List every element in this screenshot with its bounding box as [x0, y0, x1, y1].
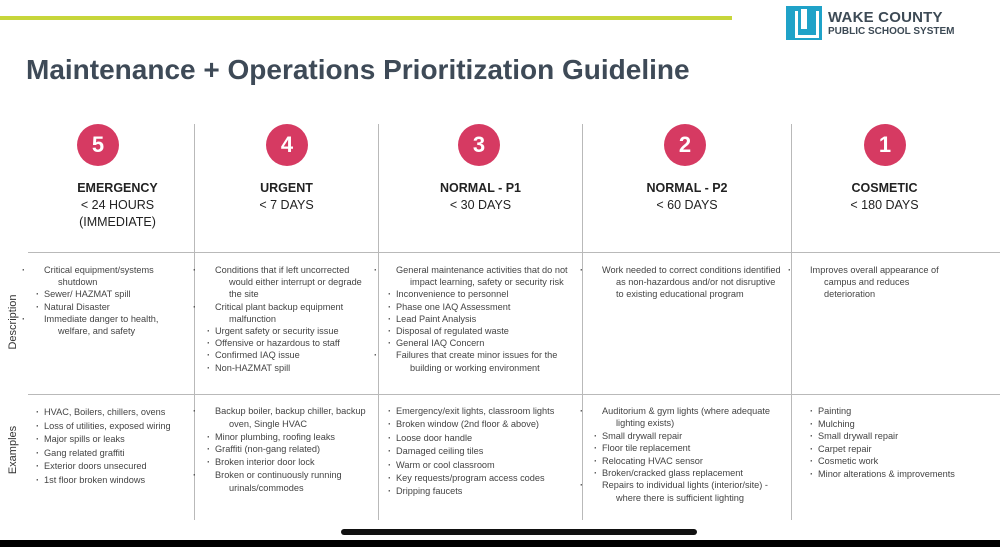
list-item: · Relocating HVAC sensor: [594, 455, 786, 467]
priority-badge-4: 4: [266, 124, 308, 166]
list-item: · Offensive or hazardous to staff: [207, 337, 375, 349]
list-item: · Graffiti (non-gang related): [207, 443, 375, 456]
examples-list-urgent: [207, 405, 375, 495]
list-item: · Small drywall repair: [810, 430, 996, 443]
list-item: · Conditions that if left uncorrected would either interrupt or degrade the site: [207, 264, 375, 301]
list-item: · Inconvenience to personnel: [388, 288, 580, 300]
list-item: · Auditorium & gym lights (where adequate lighting exists): [594, 405, 786, 430]
description-list-emergency: [36, 264, 186, 337]
list-item: · Warm or cool classroom: [388, 459, 580, 472]
priority-badge-5: 5: [77, 124, 119, 166]
row-divider: [28, 394, 1000, 395]
district-logo: [786, 4, 986, 42]
list-item: · Carpet repair: [810, 443, 996, 456]
examples-list-cosmetic: [810, 405, 996, 481]
list-item: · Broken interior door lock: [207, 456, 375, 469]
list-item: · Broken or continuously running urinals/commodes: [207, 469, 375, 495]
priority-name: EMERGENCY: [77, 181, 158, 195]
list-item: · General IAQ Concern: [388, 337, 580, 349]
list-item: · Work needed to correct conditions identified as non-hazardous and/or not disruptive to existing educational program: [594, 264, 784, 301]
list-item: · Painting: [810, 405, 996, 418]
list-item: · Broken window (2nd floor & above): [388, 418, 580, 431]
list-item: · Repairs to individual lights (interior/site) - where there is sufficient lighting: [594, 479, 786, 504]
list-item: · Floor tile replacement: [594, 442, 786, 454]
list-item: · Key requests/program access codes: [388, 472, 580, 485]
list-item: · Small drywall repair: [594, 430, 786, 442]
list-item: · Confirmed IAQ issue: [207, 349, 375, 361]
list-item: · Gang related graffiti: [36, 447, 191, 461]
list-item: · 1st floor broken windows: [36, 474, 191, 488]
list-item: · Mulching: [810, 418, 996, 431]
priority-time: < 24 HOURS: [80, 198, 155, 212]
priority-time: < 30 DAYS: [449, 198, 512, 212]
list-item: · Disposal of regulated waste: [388, 325, 580, 337]
screen-edge: [0, 540, 1000, 547]
priority-badge-1: 1: [864, 124, 906, 166]
logo-line-1: WAKE COUNTY: [828, 8, 943, 26]
description-list-normal-p1: [388, 264, 580, 374]
list-item: · Loose door handle: [388, 432, 580, 445]
list-item: · Minor plumbing, roofing leaks: [207, 431, 375, 444]
priority-name: COSMETIC: [851, 181, 918, 195]
column-header-normal-p1: [379, 180, 582, 214]
list-item: · Immediate danger to health, welfare, and safety: [36, 313, 186, 337]
column-header-emergency: [40, 180, 195, 231]
description-list-cosmetic: [802, 264, 952, 301]
list-item: · Cosmetic work: [810, 455, 996, 468]
list-item: · Critical equipment/systems shutdown: [36, 264, 186, 288]
row-label-examples: Examples: [7, 425, 19, 475]
list-item: · HVAC, Boilers, chillers, ovens: [36, 406, 191, 420]
list-item: · Damaged ceiling tiles: [388, 445, 580, 458]
priority-name: URGENT: [260, 181, 313, 195]
home-indicator[interactable]: [341, 529, 697, 535]
list-item: · Natural Disaster: [36, 301, 186, 313]
list-item: · Loss of utilities, exposed wiring: [36, 420, 191, 434]
list-item: · Exterior doors unsecured: [36, 460, 191, 474]
list-item: · Backup boiler, backup chiller, backup oven, Single HVAC: [207, 405, 375, 431]
list-item: · Failures that create minor issues for the building or working environment: [388, 349, 580, 373]
list-item: · Improves overall appearance of campus and reduces deterioration: [802, 264, 952, 301]
logo-line-2: PUBLIC SCHOOL SYSTEM: [828, 25, 955, 37]
priority-name: NORMAL - P1: [439, 181, 522, 195]
list-item: · Minor alterations & improvements: [810, 468, 996, 481]
priority-time: < 7 DAYS: [259, 198, 314, 212]
list-item: · Phase one IAQ Assessment: [388, 301, 580, 313]
page-title: Maintenance + Operations Prioritization Guideline: [26, 54, 690, 85]
list-item: · Major spills or leaks: [36, 433, 191, 447]
description-list-urgent: [207, 264, 375, 374]
column-header-cosmetic: [792, 180, 977, 214]
priority-name: NORMAL - P2: [646, 181, 728, 195]
column-header-normal-p2: [583, 180, 791, 214]
row-divider: [28, 252, 1000, 253]
examples-list-emergency: [36, 406, 191, 488]
column-header-urgent: [195, 180, 378, 214]
list-item: · Non-HAZMAT spill: [207, 362, 375, 374]
examples-list-normal-p2: [594, 405, 786, 504]
accent-line: [0, 16, 732, 20]
list-item: · Broken/cracked glass replacement: [594, 467, 786, 479]
list-item: · Critical plant backup equipment malfunction: [207, 301, 375, 325]
list-item: · Dripping faucets: [388, 485, 580, 498]
priority-time: < 60 DAYS: [656, 198, 718, 212]
priority-badge-3: 3: [458, 124, 500, 166]
priority-time: < 180 DAYS: [850, 198, 919, 212]
logo-icon: [786, 6, 822, 40]
list-item: · Emergency/exit lights, classroom lights: [388, 405, 580, 418]
row-label-description: Description: [7, 294, 19, 350]
list-item: · Sewer/ HAZMAT spill: [36, 288, 186, 300]
examples-list-normal-p1: [388, 405, 580, 499]
list-item: · Urgent safety or security issue: [207, 325, 375, 337]
priority-extra: (IMMEDIATE): [79, 215, 156, 229]
description-list-normal-p2: [594, 264, 784, 301]
list-item: · General maintenance activities that do not impact learning, safety or security risk: [388, 264, 580, 288]
list-item: · Lead Paint Analysis: [388, 313, 580, 325]
priority-badge-2: 2: [664, 124, 706, 166]
